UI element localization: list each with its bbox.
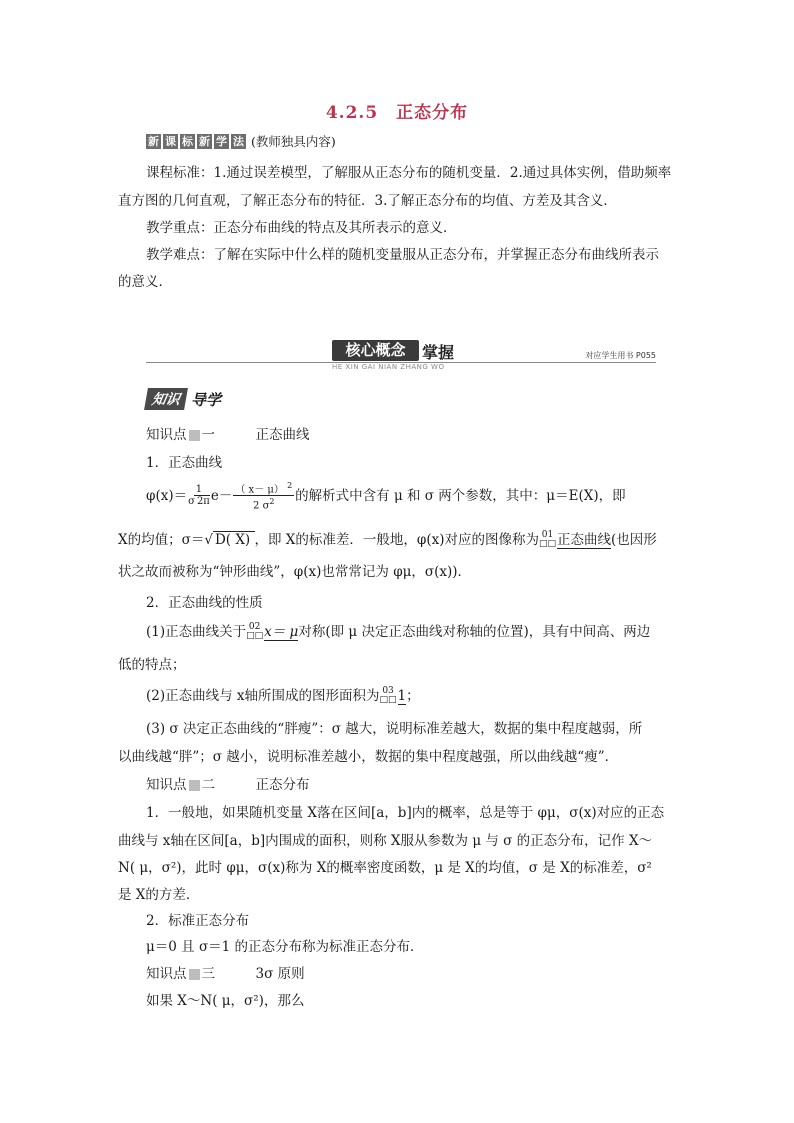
blank-box: □□ — [246, 631, 264, 641]
answer-normal-curve: 正态曲线 — [557, 532, 612, 548]
text: (2)正态曲线与 x轴所围成的图形面积为 — [146, 688, 380, 704]
distribution-line: 曲线与 x轴在区间[a，b]内围成的面积，则称 X服从参数为 μ 与 σ 的正态分布，记作 X～ — [118, 833, 653, 849]
formula-fraction — [188, 484, 210, 507]
three-sigma-intro: 如果 X～N( μ，σ²)，那么 — [146, 993, 305, 1009]
text: (1)正态曲线关于 — [146, 624, 247, 640]
kp-marker-icon — [189, 969, 200, 980]
teaching-focus: 教学重点：正态分布曲线的特点及其所表示的意义． — [146, 220, 457, 236]
blank-marker-01 — [539, 531, 556, 549]
kp-title: 三 3σ 原则 — [201, 966, 305, 982]
banner-label: 核心概念 — [332, 340, 419, 361]
intro-line: 直方图的几何直观，了解正态分布的特征．3.了解正态分布的均值、方差及其含义． — [118, 193, 617, 209]
banner-pinyin: HE XIN GAI NIAN ZHANG WO — [332, 363, 445, 371]
knowledge-point-3 — [146, 965, 305, 983]
teaching-difficulty: 教学难点：了解在实际中什么样的随机变量服从正态分布，并掌握正态分布曲线所表示 — [146, 247, 659, 263]
banner-word: 掌握 — [422, 343, 455, 362]
text: ，即 X的标准差．一般地，φ(x)对应的图像称为 — [254, 532, 540, 548]
subheading: 2．正态曲线的性质 — [146, 595, 263, 611]
fraction-denominator — [188, 496, 210, 507]
exp-square: 2 — [287, 481, 293, 490]
badge-char: 标 — [182, 134, 193, 148]
section-banner — [146, 340, 656, 370]
exponent-fraction — [233, 480, 294, 512]
fraction-numerator: 1 — [195, 484, 203, 496]
blank-marker-02 — [246, 623, 263, 641]
badge-note: (教师独具内容) — [251, 134, 336, 149]
property-3: (3) σ 决定正态曲线的“胖瘦”：σ 越大，说明标准差越大，数据的集中程度越弱，所 — [146, 721, 643, 737]
kp-label: 知识点 — [146, 777, 187, 793]
kp-label: 知识点 — [146, 966, 187, 982]
text: 对称(即 μ 决定正态曲线对称轴的位置)，具有中间高、两边 — [298, 624, 651, 640]
distribution-line: N( μ，σ²)，此时 φμ，σ(x)称为 X的概率密度函数，μ 是 X的均值，σ 是 X的标准差，σ² — [118, 860, 652, 876]
standard-normal-def: μ＝0 且 σ＝1 的正态分布称为标准正态分布． — [146, 939, 424, 955]
blank-box: □□ — [539, 539, 557, 549]
text: X的均值；σ＝ — [118, 532, 205, 548]
badge-char: 法 — [233, 134, 244, 148]
exponent-denominator — [253, 496, 274, 511]
new-curriculum-badge — [146, 132, 336, 150]
text: ； — [406, 688, 420, 704]
kp-title: 一 正态曲线 — [201, 427, 310, 443]
blank-box: □□ — [379, 695, 397, 705]
kp-title: 二 正态分布 — [201, 777, 310, 793]
property-3-cont: 以曲线越“胖”；σ 越小，说明标准差越小，数据的集中程度越强，所以曲线越“瘦”． — [118, 749, 619, 765]
subheading: 2．标准正态分布 — [146, 913, 250, 929]
knowledge-point-2 — [146, 776, 310, 794]
answer-area: 1 — [397, 688, 407, 704]
density-formula: φ(x)＝ $\frac{1}{\sigma 2\pi}$ e － $\frac{( x- \mu) ^2}{2 \sigma^2}$ 的解析式中含有 μ 和 σ 两个参数，其中：μ＝E(X)，即 — [146, 481, 626, 512]
knowledge-point-1 — [146, 426, 310, 444]
intro-line: 的意义． — [118, 274, 172, 290]
badge-char: 新 — [148, 134, 159, 148]
kp-label: 知识点 — [146, 427, 187, 443]
badge-char: 新 — [199, 134, 210, 148]
sqrt-2pi: 2π — [196, 496, 210, 508]
blank-marker-03 — [380, 687, 397, 705]
property-1 — [146, 623, 650, 641]
subheading: 1．正态曲线 — [146, 455, 223, 471]
property-2 — [146, 687, 420, 705]
curve-line-2: X的均值；σ＝√ D( X) ，即 X的标准差．一般地，φ(x)对应的图像称为 01 □□ 正态曲线(也因形 — [118, 530, 657, 549]
blank-num: 03 — [382, 686, 394, 696]
text: (也因形 — [611, 532, 657, 548]
kp-marker-icon — [189, 780, 200, 791]
intro-line: 课程标准：1.通过误差模型，了解服从正态分布的随机变量．2.通过具体实例，借助频率 — [146, 165, 672, 181]
property-1-cont: 低的特点； — [118, 657, 186, 673]
distribution-line: 是 X的方差． — [118, 887, 200, 903]
exp-den-square: 2 — [269, 497, 275, 507]
blank-num: 02 — [248, 622, 261, 632]
formula-lhs: φ(x)＝ — [146, 487, 188, 504]
curve-line-3: 状之故而被称为“钟形曲线”，φ(x)也常常记为 φμ，σ(x))． — [118, 564, 472, 580]
tag-dark-label: 知识 — [144, 388, 188, 410]
euler-e: e — [210, 487, 219, 504]
formula-tail: 的解析式中含有 μ 和 σ 两个参数，其中：μ＝E(X)，即 — [295, 487, 626, 504]
tag-word: 导学 — [191, 390, 222, 409]
badge-char: 课 — [165, 134, 176, 148]
badge-char: 学 — [216, 134, 227, 148]
distribution-line: 1．一般地，如果随机变量 X落在区间[a，b]内的概率，总是等于 φμ，σ(x)对应的正态 — [146, 805, 665, 821]
kp-marker-icon — [189, 430, 200, 441]
student-book-ref: 对应学生用书 P055 — [585, 351, 656, 360]
sigma: σ — [188, 496, 195, 508]
page-title: 4.2.5 正态分布 — [325, 103, 469, 123]
blank-num: 01 — [541, 530, 554, 540]
exponent-numerator — [233, 480, 294, 496]
answer-symmetry-axis: x＝ μ — [264, 624, 299, 640]
sqrt-variance: D( X) — [214, 532, 255, 548]
knowledge-guide-tag — [146, 388, 221, 410]
exp-num: （ x－ μ） — [235, 484, 288, 496]
exp-den: 2 σ — [253, 500, 270, 512]
